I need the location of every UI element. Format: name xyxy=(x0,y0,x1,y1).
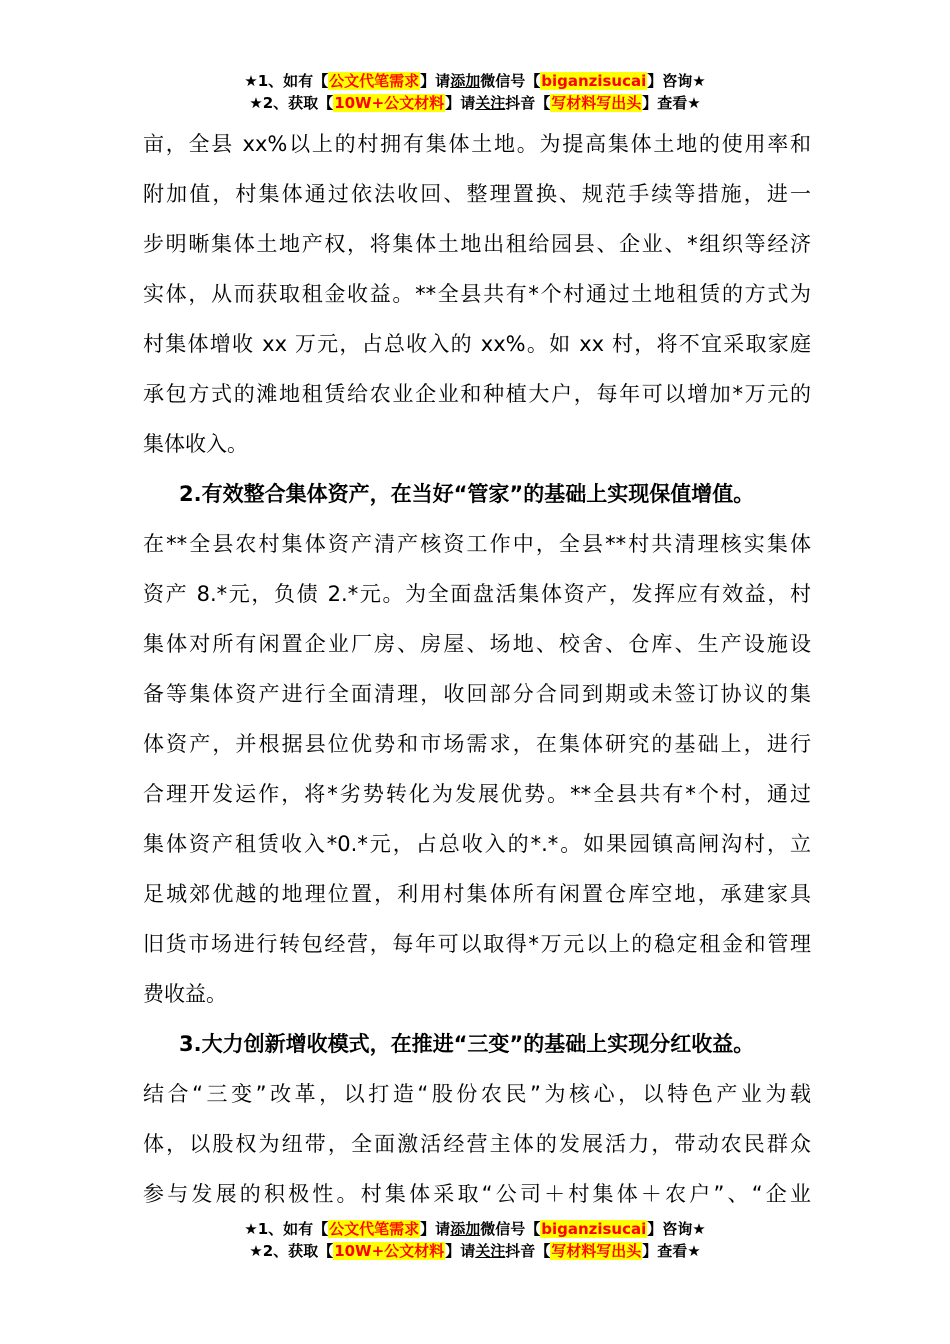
banner-text: 】查看★ xyxy=(642,94,701,112)
banner-underline: 关注 xyxy=(475,1242,506,1260)
section-heading: 3.大力创新增收模式，在推进“三变”的基础上实现分红收益。 xyxy=(179,1032,755,1056)
banner-line-1 xyxy=(0,70,950,92)
body-line: 参与发展的积极性。村集体采取“公司＋村集体＋农户”、“企业 xyxy=(143,1182,811,1206)
banner-text: 微信号【 xyxy=(480,72,541,90)
body-line: 合理开发运作，将*劣势转化为发展优势。**全县共有*个村，通过 xyxy=(143,782,811,806)
body-line: 步明晰集体土地产权，将集体土地出租给园县、企业、*组织等经济 xyxy=(143,232,811,256)
banner-text: 2、获取【 xyxy=(262,94,334,112)
header-banner xyxy=(0,70,950,114)
banner-text: 2、获取【 xyxy=(262,1242,334,1260)
star-icon: ★ xyxy=(244,1220,258,1238)
banner-text: 抖音【 xyxy=(505,1242,551,1260)
body-line: 费收益。 xyxy=(143,982,227,1006)
body-line: 资产 8.*元，负债 2.*元。为全面盘活集体资产，发挥应有效益，村 xyxy=(143,582,811,606)
document-body xyxy=(143,119,811,1219)
section-heading: 2.有效整合集体资产，在当好“管家”的基础上实现保值增值。 xyxy=(179,482,755,506)
star-icon: ★ xyxy=(249,1242,263,1260)
banner-underline: 添加 xyxy=(450,72,481,90)
banner-text: 】咨询★ xyxy=(647,72,706,90)
banner-highlight: 公文代笔需求 xyxy=(329,1220,420,1238)
body-line: 备等集体资产进行全面清理，收回部分合同到期或未签订协议的集 xyxy=(143,682,811,706)
banner-text: 】请 xyxy=(445,94,476,112)
body-line: 亩，全县 xx%以上的村拥有集体土地。为提高集体土地的使用率和 xyxy=(143,132,811,156)
body-line: 承包方式的滩地租赁给农业企业和种植大户，每年可以增加*万元的 xyxy=(143,382,811,406)
banner-text: 】请 xyxy=(420,1220,451,1238)
body-line: 附加值，村集体通过依法收回、整理置换、规范手续等措施，进一 xyxy=(143,182,811,206)
body-line: 旧货市场进行转包经营，每年可以取得*万元以上的稳定租金和管理 xyxy=(143,932,811,956)
body-line: 集体资产租赁收入*0.*元，占总收入的*.*。如果园镇高闸沟村，立 xyxy=(143,832,811,856)
banner-line-2 xyxy=(0,92,950,114)
star-icon: ★ xyxy=(244,72,258,90)
body-line: 集体收入。 xyxy=(143,432,248,456)
banner-underline: 关注 xyxy=(475,94,506,112)
star-icon: ★ xyxy=(249,94,263,112)
banner-text: 】请 xyxy=(445,1242,476,1260)
banner-highlight: biganzisucai xyxy=(541,72,647,90)
body-line: 足城郊优越的地理位置，利用村集体所有闲置仓库空地，承建家具 xyxy=(143,882,811,906)
banner-highlight: 公文代笔需求 xyxy=(329,72,420,90)
body-line: 实体，从而获取租金收益。**全县共有*个村通过土地租赁的方式为 xyxy=(143,282,811,306)
banner-highlight: 写材料写出头 xyxy=(551,94,642,112)
banner-text: 微信号【 xyxy=(480,1220,541,1238)
banner-text: 1、如有【 xyxy=(257,1220,329,1238)
body-line: 集体对所有闲置企业厂房、房屋、场地、校舍、仓库、生产设施设 xyxy=(143,632,811,656)
banner-text: 】请 xyxy=(420,72,451,90)
banner-highlight: biganzisucai xyxy=(541,1220,647,1238)
banner-text: 1、如有【 xyxy=(257,72,329,90)
banner-highlight: 10W+公文材料 xyxy=(334,94,445,112)
body-line: 体资产，并根据县位优势和市场需求，在集体研究的基础上，进行 xyxy=(143,732,811,756)
banner-highlight: 写材料写出头 xyxy=(551,1242,642,1260)
banner-line-2 xyxy=(0,1240,950,1262)
banner-line-1 xyxy=(0,1218,950,1240)
body-line: 体，以股权为纽带，全面激活经营主体的发展活力，带动农民群众 xyxy=(143,1132,811,1156)
body-line: 在**全县农村集体资产清产核资工作中，全县**村共清理核实集体 xyxy=(143,532,811,556)
banner-text: 抖音【 xyxy=(505,94,551,112)
body-line: 村集体增收 xx 万元，占总收入的 xx%。如 xx 村，将不宜采取家庭 xyxy=(143,332,811,356)
banner-text: 】咨询★ xyxy=(647,1220,706,1238)
banner-text: 】查看★ xyxy=(642,1242,701,1260)
banner-underline: 添加 xyxy=(450,1220,481,1238)
footer-banner xyxy=(0,1218,950,1262)
banner-highlight: 10W+公文材料 xyxy=(334,1242,445,1260)
body-line: 结合“三变”改革，以打造“股份农民”为核心，以特色产业为载 xyxy=(143,1082,811,1106)
